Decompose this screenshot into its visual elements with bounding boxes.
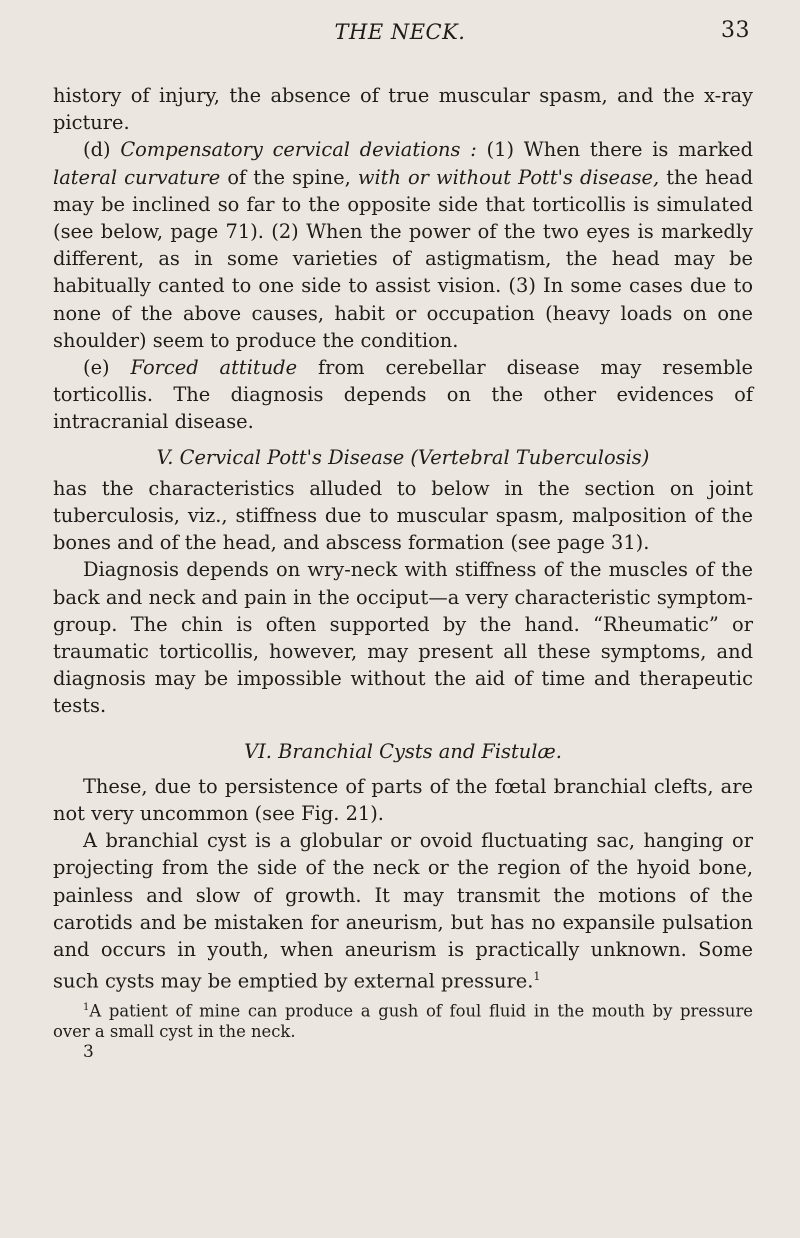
- footnote: [53, 997, 753, 1042]
- paragraph-continuation: history of injury, the absence of true muscular spasm, and the x-ray picture.: [53, 84, 753, 135]
- paragraph-pott-diagnosis: Diagnosis depends on wry-neck with stiffness of the muscles of the back and neck and pain in the occiput—a very characteristic symptom-group. The chin is often supported by the hand. “Rheumatic” or traumatic torticollis, however, may present all these symptoms, and diagnosis may be impossible without the aid of time and therapeutic tests.: [53, 558, 753, 718]
- emphasis: lateral curvature: [53, 165, 221, 189]
- section-heading-vi: VI. Branchial Cysts and Fistulæ.: [244, 739, 562, 763]
- signature-mark: 3: [83, 1042, 94, 1063]
- text-run: A branchial cyst is a globular or ovoid fluctuating sac, hanging or projecting from the side of the neck or the region of the hyoid bone, painless and slow of growth. It may transmit the motions of the carotids and be mistaken for aneurism, but has no expansile pulsation and occurs in youth, when aneurism is practically unknown. Some such cysts may be emptied by external pressure.: [53, 829, 753, 993]
- footnote-mark: 1: [83, 1001, 90, 1013]
- footnote-text: A patient of mine can produce a gush of foul fluid in the mouth by pressure over a small cyst in the neck.: [53, 1001, 753, 1042]
- text-run: (1) When there is marked: [476, 138, 753, 162]
- item-label: (d): [83, 138, 111, 162]
- text-run: the head may be inclined so far to the opposite side that torticollis is simulated (see below, page 71). (2) When the power of the two eyes is markedly different, as in some varieties of astigmatism, the head may be habitually canted to one side to assist vision. (3) In some cases due to none of the above causes, habit or occupation (heavy loads on one shoulder) seem to produce the condition.: [53, 165, 753, 352]
- emphasis: with or without Pott's disease,: [357, 165, 660, 189]
- page-number: 33: [721, 18, 750, 43]
- footnote-reference: 1: [533, 970, 541, 984]
- running-title: THE NECK.: [334, 20, 466, 44]
- body-text: [53, 82, 753, 1062]
- running-head: [0, 14, 800, 54]
- text-run: of the spine,: [220, 165, 358, 189]
- item-title: Forced attitude: [130, 356, 298, 380]
- item-title: Compensatory cervical deviations :: [120, 138, 477, 162]
- section-heading-v: V. Cervical Pott's Disease (Vertebral Tuberculosis): [156, 445, 650, 469]
- item-label: (e): [83, 356, 110, 380]
- text-run: from cerebellar disease may resemble torticollis. The diagnosis depends on the other evidences of intracranial disease.: [53, 356, 753, 434]
- paragraph-branchial-intro: These, due to persistence of parts of the fœtal branchial clefts, are not very uncommon (see Fig. 21).: [53, 774, 753, 826]
- paragraph-pott-characteristics: has the characteristics alluded to below in the section on joint tuberculosis, viz., stiffness due to muscular spasm, malposition of the bones and of the head, and abscess formation (see page 31).: [53, 476, 753, 555]
- paragraph-branchial-cyst: [53, 827, 753, 995]
- paragraph-forced-attitude: [53, 354, 753, 436]
- paragraph-compensatory-deviations: [53, 136, 753, 354]
